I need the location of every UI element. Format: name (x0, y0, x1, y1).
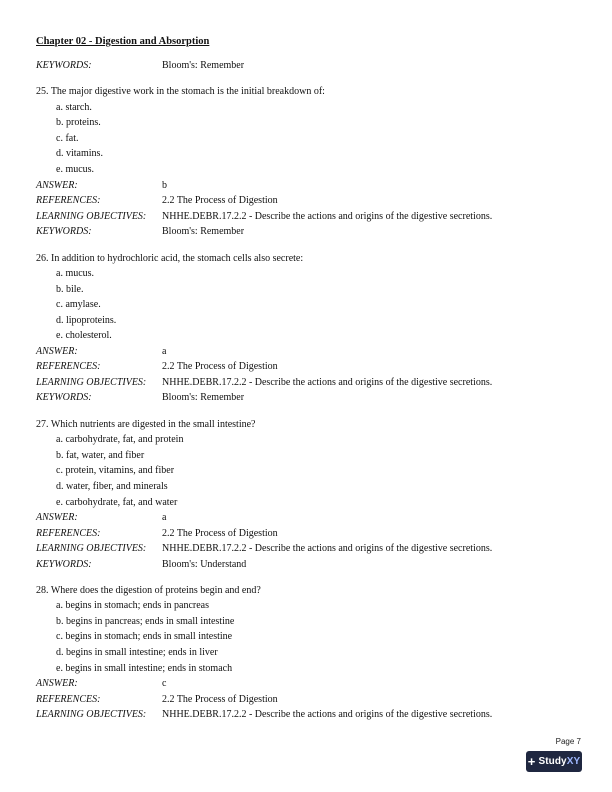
keywords-label: KEYWORDS: (36, 226, 92, 237)
keywords-label: KEYWORDS: (36, 559, 92, 570)
references-value: 2.2 The Process of Digestion (162, 528, 278, 539)
objectives-value: NHHE.DEBR.17.2.2 - Describe the actions and origins of the digestive secretions. (162, 211, 493, 222)
references-label: REFERENCES: (36, 694, 101, 705)
keywords-value: Bloom's: Remember (162, 60, 245, 71)
chapter-title: Chapter 02 - Digestion and Absorption (36, 36, 210, 47)
page-number: Page 7 (555, 737, 581, 746)
option: b. fat, water, and fiber (56, 450, 145, 461)
answer-label: ANSWER: (36, 678, 78, 689)
question-text: 26. In addition to hydrochloric acid, the stomach cells also secrete: (36, 253, 304, 264)
option: a. mucus. (56, 268, 95, 279)
objectives-label: LEARNING OBJECTIVES: (36, 211, 147, 222)
answer-value: c (162, 678, 167, 689)
objectives-label: LEARNING OBJECTIVES: (36, 377, 147, 388)
brand-accent: XY (566, 756, 581, 767)
option: b. begins in pancreas; ends in small intestine (56, 616, 235, 627)
option: e. carbohydrate, fat, and water (56, 497, 178, 508)
keywords-value: Bloom's: Remember (162, 392, 245, 403)
objectives-label: LEARNING OBJECTIVES: (36, 543, 147, 554)
option: a. begins in stomach; ends in pancreas (56, 600, 210, 611)
option: d. water, fiber, and minerals (56, 481, 168, 492)
references-label: REFERENCES: (36, 361, 101, 372)
question-text: 27. Which nutrients are digested in the small intestine? (36, 419, 256, 430)
references-label: REFERENCES: (36, 528, 101, 539)
references-label: REFERENCES: (36, 195, 101, 206)
references-value: 2.2 The Process of Digestion (162, 694, 278, 705)
objectives-value: NHHE.DEBR.17.2.2 - Describe the actions and origins of the digestive secretions. (162, 377, 493, 388)
option: a. starch. (56, 102, 92, 113)
answer-label: ANSWER: (36, 180, 78, 191)
option: b. proteins. (56, 117, 101, 128)
option: a. carbohydrate, fat, and protein (56, 434, 184, 445)
studyxy-logo[interactable] (526, 751, 582, 772)
option: e. cholesterol. (56, 330, 112, 341)
keywords-value: Bloom's: Remember (162, 226, 245, 237)
option: c. amylase. (56, 299, 101, 310)
option: d. lipoproteins. (56, 315, 117, 326)
objectives-value: NHHE.DEBR.17.2.2 - Describe the actions and origins of the digestive secretions. (162, 709, 493, 720)
keywords-label: KEYWORDS: (36, 392, 92, 403)
plus-icon: + (527, 754, 536, 769)
brand-name: Study (538, 756, 567, 767)
answer-label: ANSWER: (36, 346, 78, 357)
option: b. bile. (56, 284, 84, 295)
answer-value: a (162, 346, 167, 357)
option: e. begins in small intestine; ends in stomach (56, 663, 233, 674)
question-text: 25. The major digestive work in the stomach is the initial breakdown of: (36, 86, 325, 97)
references-value: 2.2 The Process of Digestion (162, 361, 278, 372)
option: d. vitamins. (56, 148, 103, 159)
option: e. mucus. (56, 164, 95, 175)
keywords-value: Bloom's: Understand (162, 559, 247, 570)
option: c. protein, vitamins, and fiber (56, 465, 175, 476)
question-text: 28. Where does the digestion of proteins begin and end? (36, 585, 261, 596)
option: c. fat. (56, 133, 79, 144)
references-value: 2.2 The Process of Digestion (162, 195, 278, 206)
answer-label: ANSWER: (36, 512, 78, 523)
option: d. begins in small intestine; ends in liver (56, 647, 218, 658)
keywords-label: KEYWORDS: (36, 60, 92, 71)
answer-value: b (162, 180, 167, 191)
answer-value: a (162, 512, 167, 523)
objectives-label: LEARNING OBJECTIVES: (36, 709, 147, 720)
option: c. begins in stomach; ends in small intestine (56, 631, 233, 642)
objectives-value: NHHE.DEBR.17.2.2 - Describe the actions and origins of the digestive secretions. (162, 543, 493, 554)
